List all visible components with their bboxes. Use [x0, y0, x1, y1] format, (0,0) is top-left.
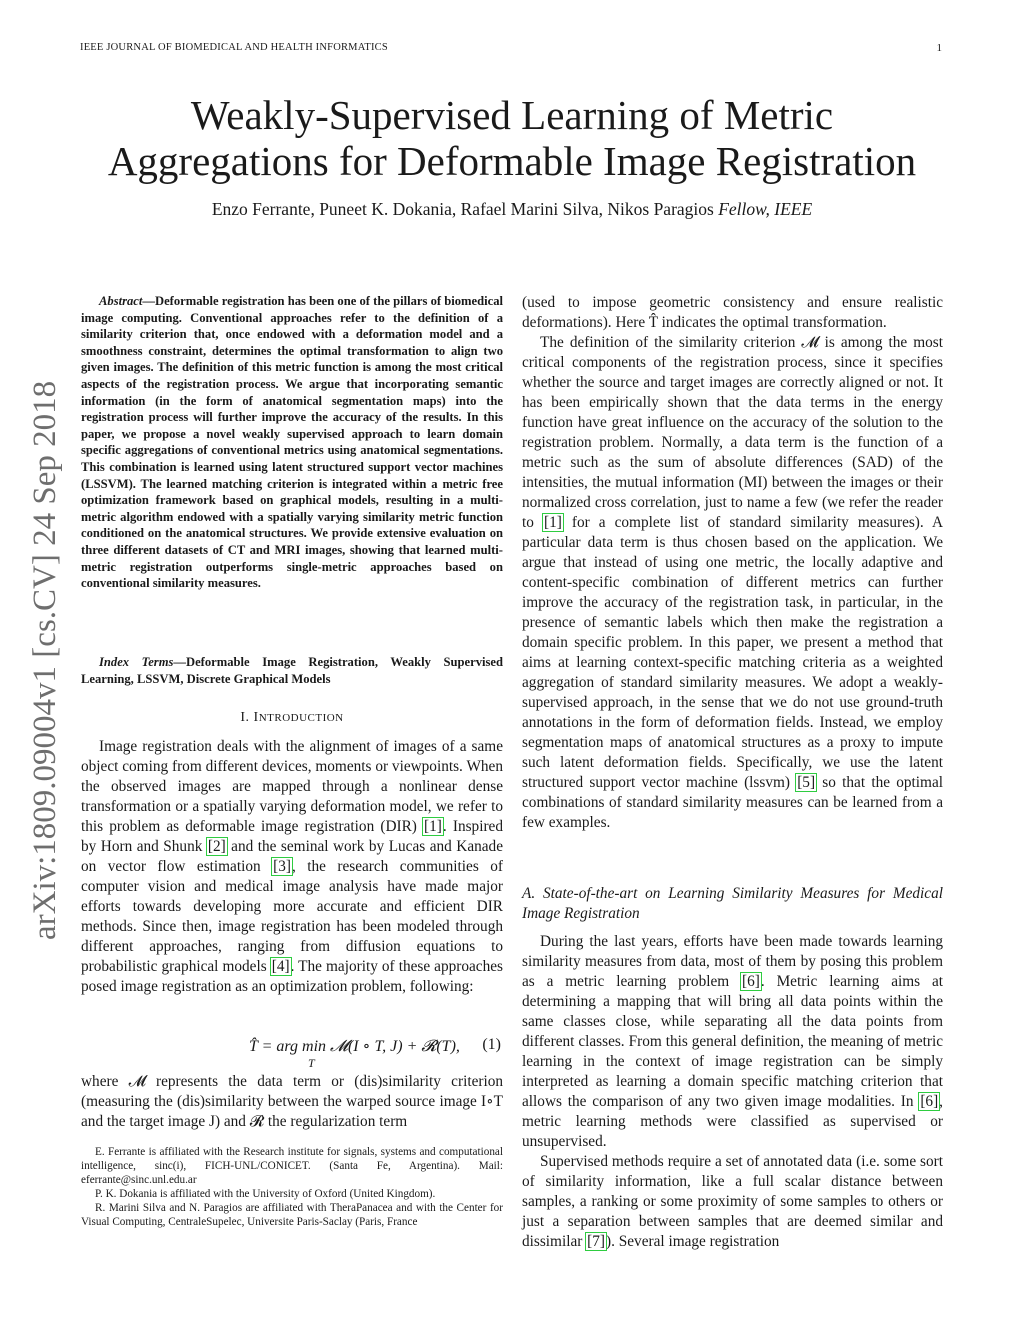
- paragraph-text: ). Several image registration: [606, 1233, 780, 1250]
- intro-text: Image registration deals with the alignment of images of a same object coming from different devices, moments or viewpoints. When the observed images are mapped through a nonlinear dense transformation or a spatially varying deformation model, we refer to this problem as deformable image registration (DIR): [81, 738, 503, 835]
- page-number: 1: [936, 42, 942, 54]
- intro-text: . The majority of these approaches posed image registration as an optimization problem, following:: [81, 958, 503, 995]
- paragraph-text: . Metric learning aims at determining a mapping that will bring all data points within the same classes close, while separating all the data points from different classes. From this general definition, the meaning of metric learning in the context of image registration can be simply interpreted as learning a domain specific matching criterion that allows the comparison of any two given image modalities. In: [522, 973, 943, 1110]
- paragraph-text: Supervised methods require a set of annotated data (i.e. some sort of similarity information, like a full scalar distance between samples, a ranking or some proximity of some samples to others or just a separation between samples that are deemed similar and dissimilar: [522, 1153, 943, 1250]
- authors: Enzo Ferrante, Puneet K. Dokania, Rafael Marini Silva, Nikos Paragios: [211, 199, 714, 219]
- abstract-text: —Deformable registration has been one of the pillars of biomedical image computing. Conventional approaches refer to the definition of a similarity criterion that, once endowed with a deformation model and a smoothness constraint, determines the optimal transformation to align two given images. The definition of this metric function is among the most critical aspects of the registration process. We argue that incorporating semantic information (in the form of anatomical segmentation maps) into the registration process will further improve the accuracy of the results. In this paper, we propose a novel weakly supervised approach to learn domain specific aggregations of conventional metrics using anatomical segmentations. This combination is learned using latent structured support vector machines (LSSVM). The learned matching criterion is integrated within a metric free optimization framework based on graphical models, resulting in a multi-metric algorithm endowed with a spatially varying similarity metric function conditioned on the anatomical structures. We provide extensive evaluation on three different datasets of CT and MRI images, showing that learned multi-metric registration outperforms single-metric approaches based on conventional similarity measures.: [81, 294, 503, 591]
- citation-link[interactable]: [1]: [543, 514, 562, 531]
- footnote: R. Marini Silva and N. Paragios are affiliated with TheraPanacea and with the Center for Visual Computing, CentraleSupelec, Universite Paris-Saclay (Paris, France: [81, 1202, 503, 1228]
- footnote: P. K. Dokania is affiliated with the University of Oxford (United Kingdom).: [95, 1188, 436, 1200]
- citation-link[interactable]: [2]: [207, 838, 226, 855]
- paper-title: [60, 92, 964, 184]
- similarity-paragraph: [522, 333, 943, 833]
- authors-suffix: Fellow, IEEE: [718, 199, 813, 219]
- running-head: IEEE JOURNAL OF BIOMEDICAL AND HEALTH INFORMATICS: [80, 42, 388, 53]
- citation-link[interactable]: [6]: [920, 1093, 939, 1110]
- paragraph-text: so that the optimal combinations of standard similarity measures can be learned from a few examples.: [522, 774, 943, 831]
- abstract: [81, 293, 503, 592]
- subsection-heading: A. State-of-the-art on Learning Similarity Measures for Medical Image Registration: [522, 885, 943, 922]
- section-heading-rest: NTRODUCTION: [258, 712, 344, 724]
- post-equation-paragraph: where 𝓜 represents the data term or (dis)similarity criterion (measuring the (dis)similarity between the warped source image I∘T and the target image J) and 𝓡 the regularization term: [81, 1073, 503, 1130]
- index-terms-label: Index Terms: [99, 655, 174, 669]
- section-heading-introduction: [81, 710, 503, 726]
- paragraph-text: for a complete list of standard similarity measures). A particular data term is thus chosen based on the application. We argue that instead of using one metric, the locally adaptive and content-specific combination of different metrics can further improve the accuracy of the registration task, in particular, in the presence of semantic labels which then make the registration a domain specific problem. In this paper, we present a method that aims at learning context-specific matching criteria as a weighted aggregation of standard similarity measures. We adopt a weakly-supervised approach, in the sense that we do not use ground-truth annotations in the form of deformation fields. Instead, we employ segmentation maps of anatomical structures as a proxy to impute such latent deformation fields. Specifically, we use the latent structured support vector machine (lssvm): [522, 514, 943, 791]
- paragraph-text: , metric learning methods were classified as supervised or unsupervised.: [522, 1093, 943, 1150]
- paragraph-text: During the last years, efforts have been made towards learning similarity measures from data, most of them by posing this problem as a metric learning problem: [522, 933, 943, 990]
- post-equation-text: [81, 1072, 503, 1132]
- index-terms-text: —Deformable Image Registration, Weakly Supervised Learning, LSSVM, Discrete Graphical Models: [81, 655, 503, 686]
- equation-1: [81, 1036, 503, 1076]
- title-line-1: Weakly-Supervised Learning of Metric: [190, 92, 834, 138]
- citation-link[interactable]: [6]: [742, 973, 760, 990]
- introduction-paragraph: [81, 737, 503, 997]
- equation-subscript: T: [308, 1056, 315, 1070]
- abstract-label: Abstract: [99, 294, 143, 308]
- paragraph-text: The definition of the similarity criterion 𝓜 is among the most critical components of the registration process, since it specifies whether the source and target images are correctly aligned or not. It has been empirically shown that the data terms in the energy function have great influence on the accuracy of the solution to the registration problem. Normally, a data term is the function of a metric such as the sum of absolute differences (SAD) of the intensities, the mutual information (MI) between the images or their normalized cross correlation, just to name a few (we refer the reader to: [522, 334, 943, 531]
- metric-learning-paragraph: [522, 932, 943, 1152]
- right-column-text: [522, 293, 943, 833]
- intro-text: and the seminal work by Lucas and Kanade on vector flow estimation: [81, 838, 503, 875]
- citation-link[interactable]: [7]: [587, 1233, 606, 1250]
- supervised-methods-paragraph: [522, 1152, 943, 1252]
- citation-link[interactable]: [1]: [424, 818, 442, 835]
- title-line-2: Aggregations for Deformable Image Registration: [107, 138, 917, 184]
- intro-text: . Inspired by Horn and Shunk: [81, 818, 503, 855]
- citation-link[interactable]: [3]: [273, 858, 291, 875]
- section-number: I.: [240, 710, 254, 725]
- equation-body: T̂ = arg min 𝓜(I ∘ T, J) + 𝓡(T),: [249, 1038, 460, 1055]
- citation-link[interactable]: [5]: [797, 774, 816, 791]
- state-of-the-art-text: [522, 932, 943, 1252]
- author-list: [60, 199, 964, 220]
- equation-number: (1): [482, 1036, 501, 1053]
- index-terms: [81, 654, 503, 687]
- footnote: E. Ferrante is affiliated with the Research institute for signals, systems and computational intelligence, sinc(i), FICH-UNL/CONICET. (Santa Fe, Argentina). Mail: eferrante@sinc.unl.edu.ar: [81, 1146, 503, 1186]
- footnotes: [81, 1145, 503, 1229]
- continued-paragraph: (used to impose geometric consistency and ensure realistic deformations). Here T̂ indicates the optimal transformation.: [522, 294, 943, 331]
- arxiv-identifier: arXiv:1809.09004v1 [cs.CV] 24 Sep 2018: [27, 380, 63, 940]
- intro-text: , the research communities of computer vision and medical image analysis have made major efforts towards developing more accurate and efficient DIR methods. Since then, image registration has been modeled through different approaches, ranging from diffusion equations to probabilistic graphical models: [81, 858, 503, 975]
- section-heading-initial: I: [253, 710, 259, 725]
- citation-link[interactable]: [4]: [271, 958, 290, 975]
